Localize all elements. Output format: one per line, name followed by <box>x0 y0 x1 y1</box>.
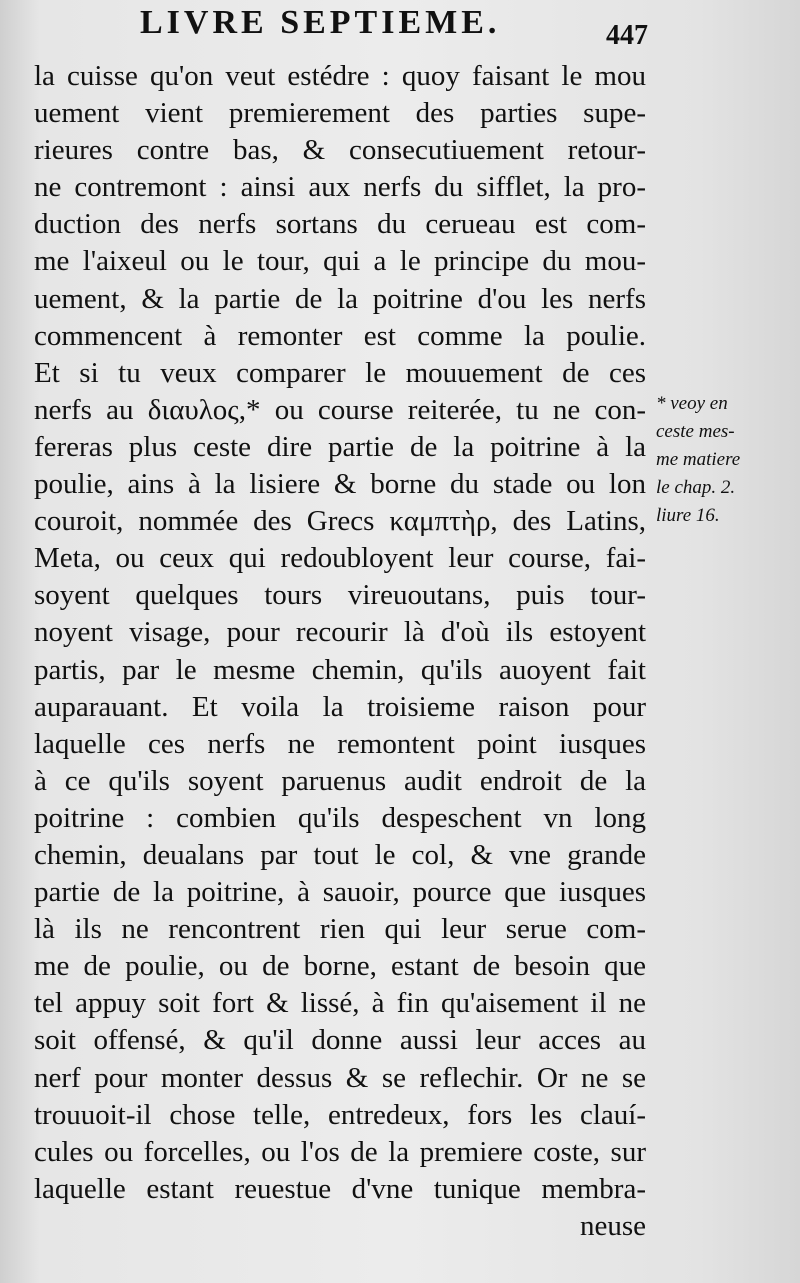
text-line: duction des nerfs sortans du cerueau est com- <box>34 208 646 241</box>
margin-note-line: liure 16. <box>656 505 720 526</box>
margin-note-line: ceste mes- <box>656 421 735 442</box>
text-line: laquelle ces nerfs ne remontent point iusques <box>34 727 646 760</box>
text-line: commencent à remonter est comme la poulie. <box>34 319 646 352</box>
text-line: rieures contre bas, & consecutiuement retour- <box>34 134 646 167</box>
main-text-block <box>34 58 646 1245</box>
text-line: trouuoit-il chose telle, entredeux, fors les clauí- <box>34 1098 646 1131</box>
text-line: soyent quelques tours vireuoutans, puis tour- <box>34 579 646 612</box>
text-line: tel appuy soit fort & lissé, à fin qu'aisement il ne <box>34 987 646 1020</box>
text-line: partie de la poitrine, à sauoir, pource que iusques <box>34 876 646 909</box>
running-head: LIVRE SEPTIEME. <box>140 4 501 41</box>
catchword-line: neuse <box>579 1209 646 1242</box>
text-line: Et si tu veux comparer le mouuement de ces <box>34 356 646 389</box>
text-line: poulie, ains à la lisiere & borne du stade ou lon <box>34 468 646 501</box>
text-line: là ils ne rencontrent rien qui leur serue com- <box>34 913 646 946</box>
text-line: uement vient premierement des parties supe- <box>34 97 646 130</box>
page-number: 447 <box>606 20 648 51</box>
text-line: laquelle estant reuestue d'vne tunique membra- <box>34 1172 646 1205</box>
text-line: uement, & la partie de la poitrine d'ou les nerfs <box>34 282 646 315</box>
margin-note-line: me matiere <box>656 449 741 470</box>
text-line: me de poulie, ou de borne, estant de besoin que <box>34 950 646 983</box>
text-line: fereras plus ceste dire partie de la poitrine à la <box>34 430 646 463</box>
text-line: nerfs au διαυλος,* ou course reiterée, tu ne con- <box>34 393 646 426</box>
margin-note-line: le chap. 2. <box>656 477 736 498</box>
text-line: couroit, nommée des Grecs καμπτὴρ, des Latins, <box>34 505 646 538</box>
bleed-through-bottom <box>30 1232 730 1258</box>
text-line: poitrine : combien qu'ils despeschent vn long <box>34 801 646 834</box>
text-line: soit offensé, & qu'il donne aussi leur acces au <box>34 1024 646 1057</box>
text-line: partis, par le mesme chemin, qu'ils auoyent fait <box>34 653 646 686</box>
text-line: ne contremont : ainsi aux nerfs du sifflet, la pro- <box>34 171 646 204</box>
text-line: auparauant. Et voila la troisieme raison pour <box>34 690 646 723</box>
text-line: la cuisse qu'on veut estédre : quoy faisant le mou <box>34 60 646 92</box>
text-line: me l'aixeul ou le tour, qui a le principe du mou- <box>34 245 646 278</box>
margin-note <box>656 390 796 530</box>
text-line: cules ou forcelles, ou l'os de la premiere coste, sur <box>34 1135 646 1168</box>
text-line: noyent visage, pour recourir là d'où ils estoyent <box>34 616 646 649</box>
text-line: Meta, ou ceux qui redoubloyent leur course, fai- <box>34 542 646 575</box>
margin-note-line: * veoy en <box>656 393 728 414</box>
text-line: à ce qu'ils soyent paruenus audit endroit de la <box>34 764 646 797</box>
text-line: chemin, deualans par tout le col, & vne grande <box>34 838 646 871</box>
text-line: nerf pour monter dessus & se reflechir. Or ne se <box>34 1061 646 1094</box>
